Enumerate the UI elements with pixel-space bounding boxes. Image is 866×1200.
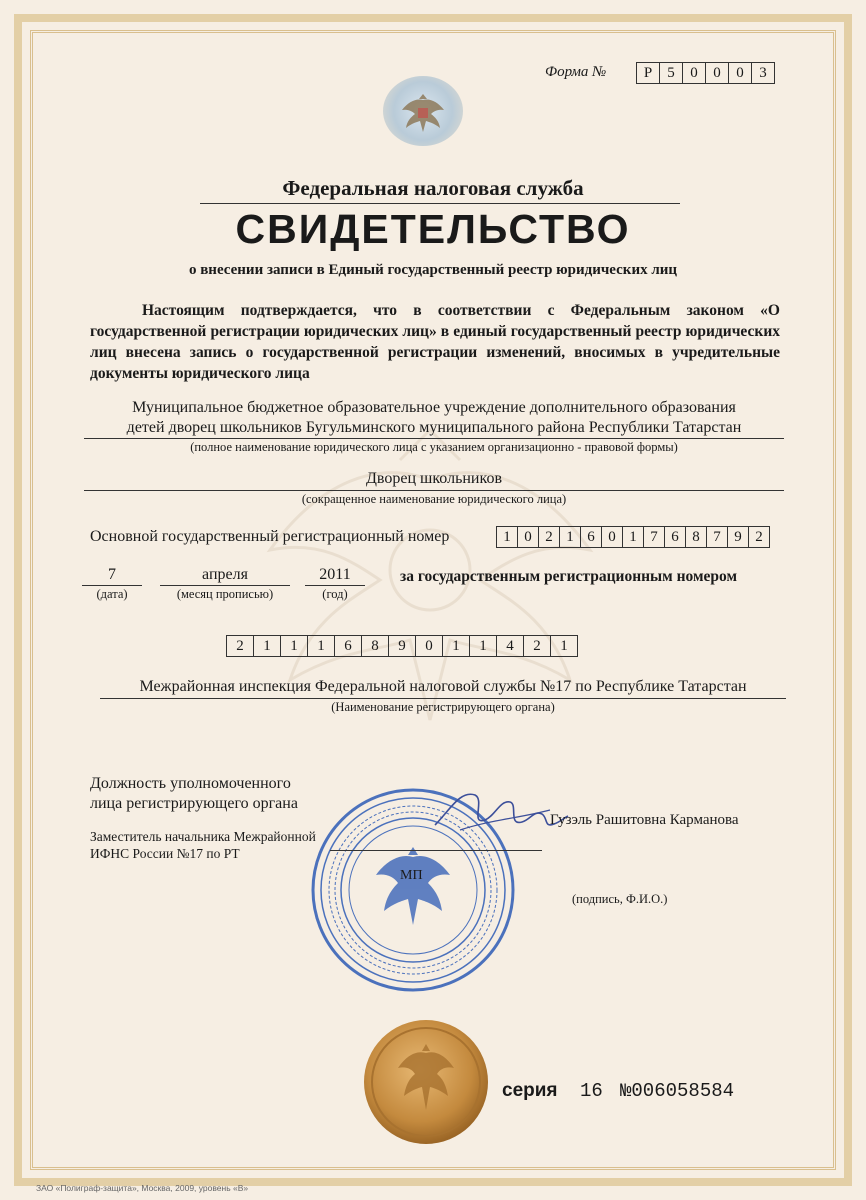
entity-full-name — [84, 398, 784, 438]
date-day: 7 — [108, 566, 116, 583]
full-name-underline — [84, 438, 784, 439]
date-month-underline — [160, 585, 290, 586]
ogrn-digit: 2 — [755, 529, 763, 545]
date-year-caption: (год) — [322, 587, 348, 601]
grn-digit: 4 — [497, 636, 524, 656]
handwritten-signature — [430, 780, 570, 850]
printer-imprint: ЗАО «Полиграф-защита», Москва, 2009, уровень «В» — [36, 1183, 249, 1193]
confirmation-paragraph: Настоящим подтверждается, что в соответствии с Федеральным законом «О государственной регистрации юридических лиц» в единый государственный реестр юридических лиц внесена запись о государственной регистрации изменений, вносимых в учредительные документы юридического лица — [90, 302, 780, 382]
grn-digit: 9 — [389, 636, 416, 656]
certificate-subtitle: о внесении записи в Единый государственный реестр юридических лиц — [188, 262, 678, 278]
gold-seal — [362, 1018, 490, 1146]
grn-digit-boxes — [226, 635, 578, 657]
grn-digit: 2 — [227, 636, 254, 656]
title-rule — [200, 203, 680, 204]
form-code-char: 0 — [729, 63, 752, 83]
ogrn-digit: 7 — [707, 527, 728, 547]
date-day-underline — [82, 585, 142, 586]
ogrn-digit: 1 — [560, 527, 581, 547]
grn-digit: 8 — [362, 636, 389, 656]
ogrn-digit: 9 — [728, 527, 749, 547]
registrar-underline — [100, 698, 786, 699]
date-month-caption: (месяц прописью) — [176, 587, 274, 601]
position-line: лица регистрирующего органа — [90, 795, 298, 812]
ogrn-digit: 7 — [644, 527, 665, 547]
entity-full-name-line: детей дворец школьников Бугульминского муниципального района Республики Татарстан — [126, 419, 742, 436]
seal-place-label: МП — [400, 868, 423, 883]
signature-caption: (подпись, Ф.И.О.) — [572, 892, 668, 906]
grn-digit: 2 — [524, 636, 551, 656]
grn-label: за государственным регистрационным номером — [400, 568, 738, 585]
official-position-label — [90, 774, 298, 814]
form-code-boxes — [636, 62, 775, 84]
date-day-caption: (дата) — [96, 587, 128, 601]
grn-digit: 1 — [308, 636, 335, 656]
certificate-number: №006058584 — [620, 1080, 735, 1102]
position-line: Должность уполномоченного — [90, 775, 291, 792]
form-code-char: 5 — [660, 63, 683, 83]
entity-full-name-line: Муниципальное бюджетное образовательное учреждение дополнительного образования — [132, 399, 736, 416]
ogrn-digit-boxes — [496, 526, 770, 548]
full-name-caption: (полное наименование юридического лица с указанием организационно - правовой формы) — [190, 440, 678, 454]
ogrn-digit: 6 — [581, 527, 602, 547]
form-code-char: 0 — [706, 63, 729, 83]
form-code-char: 0 — [683, 63, 706, 83]
entity-short-name: Дворец школьников — [365, 470, 502, 487]
grn-digit: 1 — [254, 636, 281, 656]
ogrn-digit: 1 — [623, 527, 644, 547]
official-title-line: ИФНС России №17 по РТ — [90, 846, 240, 861]
official-title-line: Заместитель начальника Межрайонной — [90, 829, 316, 844]
series-label: серия — [502, 1080, 558, 1101]
official-title — [90, 828, 316, 862]
registrar-caption: (Наименование регистрирующего органа) — [331, 700, 555, 714]
ogrn-digit: 0 — [602, 527, 623, 547]
short-name-caption: (сокращенное наименование юридического лица) — [301, 492, 567, 506]
date-year: 2011 — [319, 566, 351, 583]
ogrn-digit: 8 — [686, 527, 707, 547]
grn-digit: 6 — [335, 636, 362, 656]
series-value: 16 — [580, 1080, 603, 1102]
date-month: апреля — [202, 566, 248, 583]
hologram-eagle-icon — [398, 88, 448, 134]
grn-digit: 1 — [560, 638, 568, 654]
form-code-char: Р — [637, 63, 660, 83]
ogrn-digit: 1 — [497, 527, 518, 547]
ogrn-label: Основной государственный регистрационный номер — [90, 528, 450, 545]
date-year-underline — [305, 585, 365, 586]
signature-line — [330, 850, 542, 851]
signer-name: Гузэль Рашитовна Карманова — [550, 812, 739, 828]
form-code-char: 3 — [759, 65, 767, 81]
agency-title: Федеральная налоговая служба — [282, 176, 584, 200]
grn-digit: 0 — [416, 636, 443, 656]
ogrn-digit: 0 — [518, 527, 539, 547]
grn-digit: 1 — [281, 636, 308, 656]
grn-digit: 1 — [470, 636, 497, 656]
grn-digit: 1 — [443, 636, 470, 656]
certificate-title: СВИДЕТЕЛЬСТВО — [235, 206, 631, 252]
ogrn-digit: 6 — [665, 527, 686, 547]
form-label: Форма № — [545, 64, 607, 80]
short-name-underline — [84, 490, 784, 491]
ogrn-digit: 2 — [539, 527, 560, 547]
registering-authority: Межрайонная инспекция Федеральной налоговой службы №17 по Республике Татарстан — [139, 678, 747, 695]
